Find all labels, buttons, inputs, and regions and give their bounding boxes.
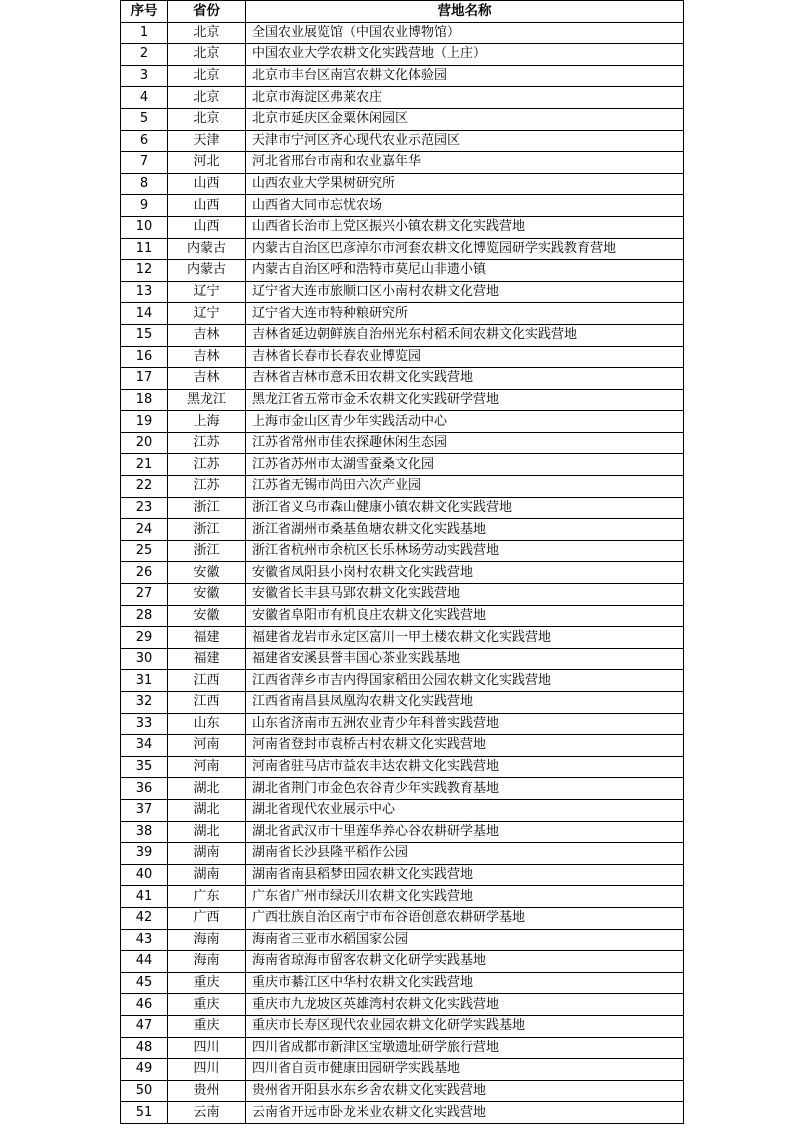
cell-serial-number: 49 <box>121 1059 168 1081</box>
cell-province: 上海 <box>168 411 246 433</box>
cell-camp-name: 北京市延庆区金粟休闲园区 <box>246 108 684 130</box>
cell-serial-number: 11 <box>121 238 168 260</box>
cell-province: 吉林 <box>168 346 246 368</box>
cell-camp-name: 辽宁省大连市旅顺口区小南村农耕文化营地 <box>246 281 684 303</box>
cell-serial-number: 4 <box>121 87 168 109</box>
cell-province: 湖北 <box>168 799 246 821</box>
table-row <box>121 432 684 454</box>
cell-camp-name: 浙江省义乌市森山健康小镇农耕文化实践营地 <box>246 497 684 519</box>
cell-province: 河北 <box>168 152 246 174</box>
table-row <box>121 821 684 843</box>
cell-serial-number: 6 <box>121 130 168 152</box>
table-row <box>121 238 684 260</box>
table-row <box>121 972 684 994</box>
cell-province: 山西 <box>168 173 246 195</box>
cell-serial-number: 33 <box>121 713 168 735</box>
cell-camp-name: 湖北省荆门市金色农谷青少年实践教育基地 <box>246 778 684 800</box>
cell-province: 河南 <box>168 735 246 757</box>
cell-camp-name: 天津市宁河区齐心现代农业示范园区 <box>246 130 684 152</box>
cell-province: 浙江 <box>168 497 246 519</box>
cell-serial-number: 32 <box>121 692 168 714</box>
table-row <box>121 108 684 130</box>
cell-serial-number: 10 <box>121 216 168 238</box>
cell-serial-number: 31 <box>121 670 168 692</box>
cell-province: 重庆 <box>168 972 246 994</box>
cell-province: 重庆 <box>168 994 246 1016</box>
cell-province: 天津 <box>168 130 246 152</box>
table-row <box>121 497 684 519</box>
cell-serial-number: 43 <box>121 929 168 951</box>
cell-province: 江西 <box>168 692 246 714</box>
cell-serial-number: 7 <box>121 152 168 174</box>
table-row <box>121 1102 684 1124</box>
cell-camp-name: 湖南省南县稻梦田园农耕文化实践营地 <box>246 864 684 886</box>
table-row <box>121 87 684 109</box>
cell-camp-name: 广东省广州市绿沃川农耕文化实践营地 <box>246 886 684 908</box>
cell-province: 重庆 <box>168 1015 246 1037</box>
cell-province: 海南 <box>168 929 246 951</box>
cell-serial-number: 40 <box>121 864 168 886</box>
cell-camp-name: 江苏省无锡市尚田六次产业园 <box>246 476 684 498</box>
cell-province: 浙江 <box>168 519 246 541</box>
cell-camp-name: 安徽省凤阳县小岗村农耕文化实践营地 <box>246 562 684 584</box>
cell-serial-number: 35 <box>121 756 168 778</box>
cell-serial-number: 13 <box>121 281 168 303</box>
cell-province: 江苏 <box>168 476 246 498</box>
cell-serial-number: 9 <box>121 195 168 217</box>
cell-camp-name: 黑龙江省五常市金禾农耕文化实践研学营地 <box>246 389 684 411</box>
cell-province: 江苏 <box>168 454 246 476</box>
cell-camp-name: 四川省自贡市健康田园研学实践基地 <box>246 1059 684 1081</box>
table-row <box>121 540 684 562</box>
cell-camp-name: 安徽省阜阳市有机良庄农耕文化实践营地 <box>246 605 684 627</box>
cell-serial-number: 12 <box>121 260 168 282</box>
table-row <box>121 799 684 821</box>
table-row <box>121 929 684 951</box>
cell-province: 黑龙江 <box>168 389 246 411</box>
table-row <box>121 864 684 886</box>
cell-province: 福建 <box>168 627 246 649</box>
table-row <box>121 22 684 44</box>
cell-camp-name: 河南省登封市袁桥古村农耕文化实践营地 <box>246 735 684 757</box>
table-row <box>121 389 684 411</box>
table-row <box>121 1015 684 1037</box>
cell-camp-name: 上海市金山区青少年实践活动中心 <box>246 411 684 433</box>
cell-province: 广东 <box>168 886 246 908</box>
cell-province: 湖南 <box>168 843 246 865</box>
cell-camp-name: 山西省长治市上党区振兴小镇农耕文化实践营地 <box>246 216 684 238</box>
table-row <box>121 994 684 1016</box>
table-row <box>121 692 684 714</box>
cell-camp-name: 重庆市九龙坡区英雄湾村农耕文化实践营地 <box>246 994 684 1016</box>
cell-serial-number: 39 <box>121 843 168 865</box>
cell-serial-number: 15 <box>121 324 168 346</box>
cell-province: 四川 <box>168 1037 246 1059</box>
cell-camp-name: 河南省驻马店市益农丰达农耕文化实践营地 <box>246 756 684 778</box>
cell-camp-name: 北京市海淀区弗莱农庄 <box>246 87 684 109</box>
cell-province: 贵州 <box>168 1080 246 1102</box>
cell-camp-name: 重庆市长寿区现代农业园农耕文化研学实践基地 <box>246 1015 684 1037</box>
table-row <box>121 907 684 929</box>
cell-province: 河南 <box>168 756 246 778</box>
table-row <box>121 476 684 498</box>
cell-serial-number: 24 <box>121 519 168 541</box>
table-row <box>121 670 684 692</box>
table-row <box>121 519 684 541</box>
cell-serial-number: 37 <box>121 799 168 821</box>
cell-province: 湖南 <box>168 864 246 886</box>
cell-province: 北京 <box>168 87 246 109</box>
cell-province: 安徽 <box>168 562 246 584</box>
cell-camp-name: 江苏省常州市佳农探趣休闲生态园 <box>246 432 684 454</box>
cell-serial-number: 42 <box>121 907 168 929</box>
cell-province: 江西 <box>168 670 246 692</box>
cell-camp-name: 重庆市綦江区中华村农耕文化实践营地 <box>246 972 684 994</box>
header-province: 省份 <box>168 1 246 23</box>
cell-province: 北京 <box>168 22 246 44</box>
cell-camp-name: 山东省济南市五洲农业青少年科普实践营地 <box>246 713 684 735</box>
cell-province: 湖北 <box>168 778 246 800</box>
cell-serial-number: 50 <box>121 1080 168 1102</box>
cell-serial-number: 51 <box>121 1102 168 1124</box>
cell-serial-number: 2 <box>121 44 168 66</box>
table-row <box>121 303 684 325</box>
cell-camp-name: 河北省邢台市南和农业嘉年华 <box>246 152 684 174</box>
cell-province: 山西 <box>168 216 246 238</box>
table-row <box>121 346 684 368</box>
cell-serial-number: 19 <box>121 411 168 433</box>
table-row <box>121 281 684 303</box>
cell-camp-name: 贵州省开阳县水东乡舍农耕文化实践营地 <box>246 1080 684 1102</box>
cell-province: 北京 <box>168 44 246 66</box>
table-row <box>121 584 684 606</box>
table-row <box>121 130 684 152</box>
cell-province: 海南 <box>168 951 246 973</box>
cell-camp-name: 海南省琼海市留客农耕文化研学实践基地 <box>246 951 684 973</box>
cell-province: 辽宁 <box>168 281 246 303</box>
table-row <box>121 886 684 908</box>
cell-camp-name: 江西省萍乡市吉内得国家稻田公园农耕文化实践营地 <box>246 670 684 692</box>
cell-camp-name: 内蒙古自治区巴彦淖尔市河套农耕文化博览园研学实践教育营地 <box>246 238 684 260</box>
cell-camp-name: 全国农业展览馆（中国农业博物馆） <box>246 22 684 44</box>
cell-province: 北京 <box>168 65 246 87</box>
cell-camp-name: 山西农业大学果树研究所 <box>246 173 684 195</box>
table-row <box>121 756 684 778</box>
cell-camp-name: 四川省成都市新津区宝墩遗址研学旅行营地 <box>246 1037 684 1059</box>
cell-province: 福建 <box>168 648 246 670</box>
cell-serial-number: 17 <box>121 368 168 390</box>
cell-serial-number: 8 <box>121 173 168 195</box>
cell-serial-number: 36 <box>121 778 168 800</box>
cell-camp-name: 广西壮族自治区南宁市布谷语创意农耕研学基地 <box>246 907 684 929</box>
table-body <box>121 22 684 1123</box>
cell-province: 湖北 <box>168 821 246 843</box>
cell-serial-number: 48 <box>121 1037 168 1059</box>
cell-serial-number: 5 <box>121 108 168 130</box>
table-row <box>121 1037 684 1059</box>
cell-serial-number: 22 <box>121 476 168 498</box>
header-serial-number: 序号 <box>121 1 168 23</box>
cell-camp-name: 山西省大同市忘忧农场 <box>246 195 684 217</box>
camp-list-table <box>120 0 684 1124</box>
cell-serial-number: 45 <box>121 972 168 994</box>
cell-camp-name: 浙江省湖州市桑基鱼塘农耕文化实践基地 <box>246 519 684 541</box>
cell-serial-number: 27 <box>121 584 168 606</box>
cell-province: 广西 <box>168 907 246 929</box>
cell-serial-number: 25 <box>121 540 168 562</box>
cell-camp-name: 江苏省苏州市太湖雪蚕桑文化园 <box>246 454 684 476</box>
cell-province: 浙江 <box>168 540 246 562</box>
table-row <box>121 648 684 670</box>
cell-province: 山西 <box>168 195 246 217</box>
table-row <box>121 411 684 433</box>
cell-camp-name: 福建省龙岩市永定区富川一甲土楼农耕文化实践营地 <box>246 627 684 649</box>
table-row <box>121 735 684 757</box>
table-row <box>121 778 684 800</box>
table-row <box>121 562 684 584</box>
cell-serial-number: 47 <box>121 1015 168 1037</box>
cell-serial-number: 18 <box>121 389 168 411</box>
cell-serial-number: 41 <box>121 886 168 908</box>
cell-province: 云南 <box>168 1102 246 1124</box>
table-row <box>121 627 684 649</box>
table-header-row <box>121 1 684 23</box>
table-row <box>121 173 684 195</box>
cell-serial-number: 20 <box>121 432 168 454</box>
cell-serial-number: 21 <box>121 454 168 476</box>
cell-camp-name: 江西省南昌县凤凰沟农耕文化实践营地 <box>246 692 684 714</box>
table-row <box>121 152 684 174</box>
cell-province: 辽宁 <box>168 303 246 325</box>
cell-camp-name: 湖北省武汉市十里莲华养心谷农耕研学基地 <box>246 821 684 843</box>
cell-province: 内蒙古 <box>168 260 246 282</box>
table-row <box>121 324 684 346</box>
cell-camp-name: 内蒙古自治区呼和浩特市莫尼山非遗小镇 <box>246 260 684 282</box>
cell-camp-name: 北京市丰台区南宫农耕文化体验园 <box>246 65 684 87</box>
table-row <box>121 454 684 476</box>
cell-camp-name: 吉林省吉林市意禾田农耕文化实践营地 <box>246 368 684 390</box>
header-camp-name: 营地名称 <box>246 1 684 23</box>
cell-province: 内蒙古 <box>168 238 246 260</box>
cell-serial-number: 34 <box>121 735 168 757</box>
table-row <box>121 260 684 282</box>
table-row <box>121 713 684 735</box>
table-row <box>121 65 684 87</box>
table-row <box>121 368 684 390</box>
cell-camp-name: 海南省三亚市水稻国家公园 <box>246 929 684 951</box>
cell-serial-number: 29 <box>121 627 168 649</box>
cell-camp-name: 云南省开远市卧龙米业农耕文化实践营地 <box>246 1102 684 1124</box>
cell-serial-number: 28 <box>121 605 168 627</box>
cell-camp-name: 中国农业大学农耕文化实践营地（上庄） <box>246 44 684 66</box>
table-row <box>121 951 684 973</box>
cell-serial-number: 44 <box>121 951 168 973</box>
cell-camp-name: 吉林省延边朝鲜族自治州光东村稻禾间农耕文化实践营地 <box>246 324 684 346</box>
table-row <box>121 195 684 217</box>
cell-camp-name: 湖北省现代农业展示中心 <box>246 799 684 821</box>
cell-serial-number: 16 <box>121 346 168 368</box>
cell-province: 四川 <box>168 1059 246 1081</box>
cell-province: 山东 <box>168 713 246 735</box>
cell-serial-number: 26 <box>121 562 168 584</box>
cell-camp-name: 吉林省长春市长春农业博览园 <box>246 346 684 368</box>
table-row <box>121 605 684 627</box>
cell-camp-name: 安徽省长丰县马郢农耕文化实践营地 <box>246 584 684 606</box>
cell-serial-number: 30 <box>121 648 168 670</box>
cell-serial-number: 1 <box>121 22 168 44</box>
cell-province: 吉林 <box>168 324 246 346</box>
cell-serial-number: 38 <box>121 821 168 843</box>
cell-serial-number: 14 <box>121 303 168 325</box>
cell-province: 安徽 <box>168 584 246 606</box>
table-row <box>121 1059 684 1081</box>
table-row <box>121 44 684 66</box>
cell-province: 吉林 <box>168 368 246 390</box>
cell-province: 江苏 <box>168 432 246 454</box>
cell-camp-name: 福建省安溪县誉丰国心茶业实践基地 <box>246 648 684 670</box>
cell-camp-name: 湖南省长沙县隆平稻作公园 <box>246 843 684 865</box>
cell-serial-number: 23 <box>121 497 168 519</box>
cell-serial-number: 46 <box>121 994 168 1016</box>
table-row <box>121 843 684 865</box>
cell-province: 安徽 <box>168 605 246 627</box>
table-row <box>121 1080 684 1102</box>
cell-camp-name: 浙江省杭州市余杭区长乐林场劳动实践营地 <box>246 540 684 562</box>
cell-camp-name: 辽宁省大连市特种粮研究所 <box>246 303 684 325</box>
cell-serial-number: 3 <box>121 65 168 87</box>
table-row <box>121 216 684 238</box>
cell-province: 北京 <box>168 108 246 130</box>
